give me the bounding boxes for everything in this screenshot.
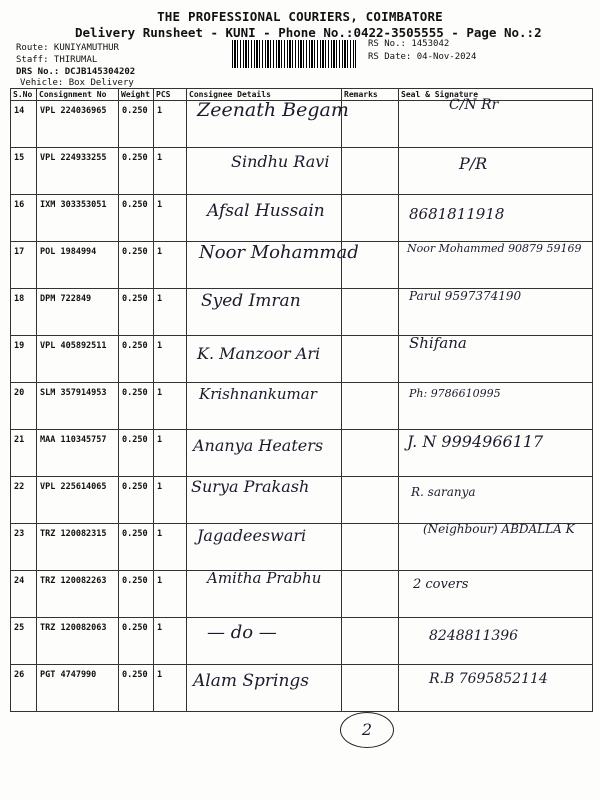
table-row	[11, 571, 593, 618]
drs-number: DRS No.: DCJB145304202	[16, 67, 136, 77]
row-pcs: 1	[154, 101, 187, 148]
barcode	[232, 40, 356, 68]
row-pcs: 1	[154, 618, 187, 665]
row-weight: 0.250	[119, 571, 154, 618]
row-consignment-no: VPL 225614065	[37, 477, 119, 524]
row-consignment-no: PGT 4747990	[37, 665, 119, 712]
signature-handwriting: 2 covers	[413, 577, 469, 592]
staff-label: Staff: THIRUMAL	[16, 55, 98, 65]
rs-date: RS Date: 04-Nov-2024	[368, 52, 477, 62]
row-consignee	[187, 430, 342, 477]
col-pcs: PCS	[154, 89, 187, 101]
row-sno: 20	[11, 383, 37, 430]
consignee-handwriting: K. Manzoor Ari	[197, 344, 321, 363]
row-consignment-no: POL 1984994	[37, 242, 119, 289]
table-row	[11, 242, 593, 289]
col-remarks: Remarks	[342, 89, 399, 101]
row-consignee	[187, 148, 342, 195]
table-row	[11, 336, 593, 383]
row-sno: 21	[11, 430, 37, 477]
row-signature	[399, 336, 593, 383]
row-signature	[399, 430, 593, 477]
row-sno: 18	[11, 289, 37, 336]
row-weight: 0.250	[119, 618, 154, 665]
row-weight: 0.250	[119, 195, 154, 242]
signature-handwriting: 8248811396	[429, 628, 519, 644]
row-consignment-no: TRZ 120082315	[37, 524, 119, 571]
row-weight: 0.250	[119, 101, 154, 148]
row-weight: 0.250	[119, 477, 154, 524]
signature-handwriting: P/R	[459, 154, 488, 173]
row-remarks	[342, 477, 399, 524]
consignee-handwriting: Krishnankumar	[199, 385, 317, 403]
row-signature	[399, 148, 593, 195]
row-pcs: 1	[154, 571, 187, 618]
consignee-handwriting: Jagadeeswari	[197, 526, 307, 545]
row-sno: 26	[11, 665, 37, 712]
table-row	[11, 430, 593, 477]
row-consignee	[187, 618, 342, 665]
row-consignment-no: MAA 110345757	[37, 430, 119, 477]
row-remarks	[342, 383, 399, 430]
row-weight: 0.250	[119, 289, 154, 336]
row-sno: 15	[11, 148, 37, 195]
consignee-handwriting: Surya Prakash	[191, 477, 310, 496]
consignee-handwriting: Noor Mohammad	[199, 242, 359, 263]
signature-handwriting: 8681811918	[409, 205, 505, 223]
rs-number: RS No.: 1453042	[368, 39, 450, 49]
row-signature	[399, 665, 593, 712]
route-label: Route: KUNIYAMUTHUR	[16, 43, 119, 53]
row-remarks	[342, 148, 399, 195]
row-pcs: 1	[154, 148, 187, 195]
consignee-handwriting: Syed Imran	[201, 291, 301, 311]
row-signature	[399, 477, 593, 524]
row-sno: 16	[11, 195, 37, 242]
col-sno: S.No	[11, 89, 37, 101]
consignee-handwriting: Alam Springs	[193, 671, 310, 691]
row-consignment-no: TRZ 120082263	[37, 571, 119, 618]
row-weight: 0.250	[119, 430, 154, 477]
col-signature: Seal & Signature	[399, 89, 593, 101]
row-remarks	[342, 101, 399, 148]
page-mark: 2	[340, 712, 394, 748]
row-pcs: 1	[154, 665, 187, 712]
row-remarks	[342, 618, 399, 665]
runsheet-title: Delivery Runsheet - KUNI - Phone No.:0422-3505555 - Page No.:2	[75, 25, 542, 40]
row-consignment-no: VPL 224036965	[37, 101, 119, 148]
row-remarks	[342, 195, 399, 242]
row-pcs: 1	[154, 524, 187, 571]
row-remarks	[342, 571, 399, 618]
row-remarks	[342, 430, 399, 477]
row-sno: 17	[11, 242, 37, 289]
signature-handwriting: R.B 7695852114	[429, 671, 548, 687]
row-remarks	[342, 336, 399, 383]
row-remarks	[342, 665, 399, 712]
row-consignment-no: DPM 722849	[37, 289, 119, 336]
row-sno: 25	[11, 618, 37, 665]
row-signature	[399, 618, 593, 665]
table-row	[11, 289, 593, 336]
row-sno: 23	[11, 524, 37, 571]
row-pcs: 1	[154, 289, 187, 336]
signature-handwriting: Parul 9597374190	[409, 289, 522, 303]
table-row	[11, 195, 593, 242]
row-consignee	[187, 477, 342, 524]
row-weight: 0.250	[119, 665, 154, 712]
row-consignment-no: TRZ 120082063	[37, 618, 119, 665]
table-row	[11, 618, 593, 665]
row-pcs: 1	[154, 242, 187, 289]
row-pcs: 1	[154, 430, 187, 477]
row-remarks	[342, 289, 399, 336]
row-weight: 0.250	[119, 524, 154, 571]
row-signature	[399, 571, 593, 618]
signature-handwriting: Shifana	[409, 334, 467, 352]
row-sno: 24	[11, 571, 37, 618]
row-sno: 14	[11, 101, 37, 148]
signature-handwriting: Noor Mohammed 90879 59169	[407, 242, 582, 255]
table-row	[11, 148, 593, 195]
col-consignee: Consignee Details	[187, 89, 342, 101]
row-weight: 0.250	[119, 383, 154, 430]
row-pcs: 1	[154, 477, 187, 524]
signature-handwriting: C/N Rr	[449, 97, 499, 113]
row-weight: 0.250	[119, 242, 154, 289]
runsheet-table	[10, 88, 593, 712]
row-consignment-no: IXM 303353051	[37, 195, 119, 242]
consignee-handwriting: Zeenath Begam	[197, 99, 349, 121]
row-consignee	[187, 571, 342, 618]
row-consignee	[187, 524, 342, 571]
row-pcs: 1	[154, 195, 187, 242]
row-signature	[399, 383, 593, 430]
row-signature	[399, 97, 593, 148]
row-weight: 0.250	[119, 148, 154, 195]
row-consignee	[187, 336, 342, 383]
row-signature	[399, 524, 593, 571]
signature-handwriting: (Neighbour) ABDALLA K	[423, 522, 575, 536]
table-row	[11, 665, 593, 712]
table-row	[11, 383, 593, 430]
consignee-handwriting: Ananya Heaters	[193, 436, 324, 455]
vehicle-label: Vehicle: Box Delivery	[20, 78, 134, 88]
table-row	[11, 524, 593, 571]
row-pcs: 1	[154, 383, 187, 430]
row-consignee	[187, 289, 342, 336]
table-row	[11, 101, 593, 148]
company-name: THE PROFESSIONAL COURIERS, COIMBATORE	[157, 9, 443, 24]
row-consignment-no: VPL 224933255	[37, 148, 119, 195]
row-signature	[399, 242, 593, 289]
row-signature	[399, 289, 593, 336]
row-weight: 0.250	[119, 336, 154, 383]
row-sno: 19	[11, 336, 37, 383]
row-signature	[399, 195, 593, 242]
row-consignee	[187, 195, 342, 242]
col-weight: Weight	[119, 89, 154, 101]
table-row	[11, 477, 593, 524]
row-consignee	[187, 665, 342, 712]
row-sno: 22	[11, 477, 37, 524]
row-remarks	[342, 524, 399, 571]
col-consignment: Consignment No	[37, 89, 119, 101]
consignee-handwriting: Sindhu Ravi	[231, 152, 330, 171]
consignee-handwriting: Amitha Prabhu	[207, 569, 322, 587]
signature-handwriting: Ph: 9786610995	[409, 387, 501, 400]
consignee-handwriting: — do —	[207, 622, 277, 643]
row-consignee	[187, 242, 359, 289]
consignee-handwriting: Afsal Hussain	[207, 201, 325, 221]
row-consignee	[187, 383, 342, 430]
row-consignee	[187, 99, 349, 148]
row-pcs: 1	[154, 336, 187, 383]
row-consignment-no: VPL 405892511	[37, 336, 119, 383]
signature-handwriting: R. saranya	[411, 485, 476, 499]
row-consignment-no: SLM 357914953	[37, 383, 119, 430]
signature-handwriting: J. N 9994966117	[407, 432, 544, 451]
